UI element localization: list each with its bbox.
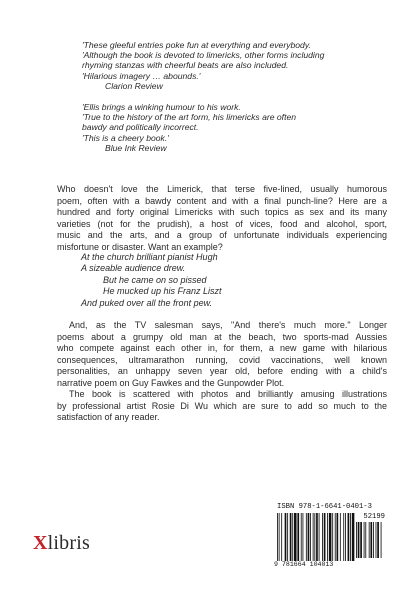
isbn-barcode-block <box>274 503 386 571</box>
price-barcode-image <box>356 522 384 558</box>
poem-line: And puked over all the front pew. <box>81 297 213 308</box>
more-content-paragraph <box>57 320 387 389</box>
isbn-label: ISBN 978-1-6641-0401-3 <box>277 503 372 511</box>
paragraph-line: narrative poem on Guy Fawkes and the Gunpowder Plot. <box>57 377 285 388</box>
logo-text: libris <box>47 532 90 554</box>
review-blue-ink <box>82 102 382 153</box>
poem-line: But he came on so pissed <box>103 274 207 285</box>
barcode-digits: 9 781664 104013 <box>274 561 334 568</box>
review-line: 'Ellis brings a winking humour to his work. <box>82 102 241 113</box>
paragraph-line: personalities, an unhappy seven year old, before ending with a child's <box>57 366 387 376</box>
paragraph-line: poem, often with a bawdy content and with a final punch-line? Here are a <box>57 195 387 206</box>
paragraph-line: The book is scattered with photos and brilliantly amusing illustrations <box>69 389 387 399</box>
reviews-section <box>82 40 382 153</box>
paragraph-line: satisfaction of any reader. <box>57 412 160 422</box>
barcode-image <box>277 513 355 561</box>
review-clarion <box>82 40 382 91</box>
paragraph-line: who compete against each other in, for them, a new game with hilarious <box>57 343 387 353</box>
poem-line: At the church brilliant pianist Hugh <box>81 252 218 262</box>
review-line: 'Although the book is devoted to limericks, other forms including <box>82 50 325 61</box>
review-line: 'These gleeful entries poke fun at everything and everybody. <box>82 40 311 50</box>
paragraph-line: poems about a grumpy old man at the beach, two sports-mad Aussies <box>57 331 387 342</box>
paragraph-line: Who doesn't love the Limerick, that terse five-lined, usually humorous <box>57 184 387 194</box>
paragraph-line: misfortune or disaster. Want an example? <box>57 241 223 252</box>
review-source: Clarion Review <box>105 80 163 91</box>
review-source: Blue Ink Review <box>105 142 167 153</box>
paragraph-line: consequences, ultramarathon running, covid vaccinations, well known <box>57 354 387 365</box>
review-line: bawdy and politically incorrect. <box>82 122 199 133</box>
paragraph-line: by professional artist Rosie Di Wu which are sure to add so much to the <box>57 400 387 411</box>
limerick-example <box>81 252 222 309</box>
paragraph-line: music and the arts, and a group of unfortunate individuals experiencing <box>57 230 387 240</box>
illustrations-paragraph <box>57 389 387 424</box>
paragraph-line: varieties (not for the prudish), a host of vices, food and alcohol, sport, <box>57 218 387 229</box>
paragraph-line: And, as the TV salesman says, "And there's much more." Longer <box>69 320 387 330</box>
review-line: 'This is a cheery book.' <box>82 132 169 143</box>
publisher-logo <box>33 532 90 554</box>
intro-paragraph <box>57 184 387 253</box>
logo-x: X <box>33 532 48 554</box>
review-line: 'Hilarious imagery … abounds.' <box>82 70 201 81</box>
paragraph-line: hundred and forty original Limericks with such topics as sex and its many <box>57 207 387 217</box>
review-line: 'True to the history of the art form, his limericks are often <box>82 112 297 123</box>
poem-line: He mucked up his Franz Liszt <box>103 286 222 297</box>
review-line: rhyming stanzas with cheerful beats are also included. <box>82 60 289 71</box>
poem-line: A sizeable audience drew. <box>81 263 186 274</box>
price-code: 52199 <box>363 513 385 521</box>
